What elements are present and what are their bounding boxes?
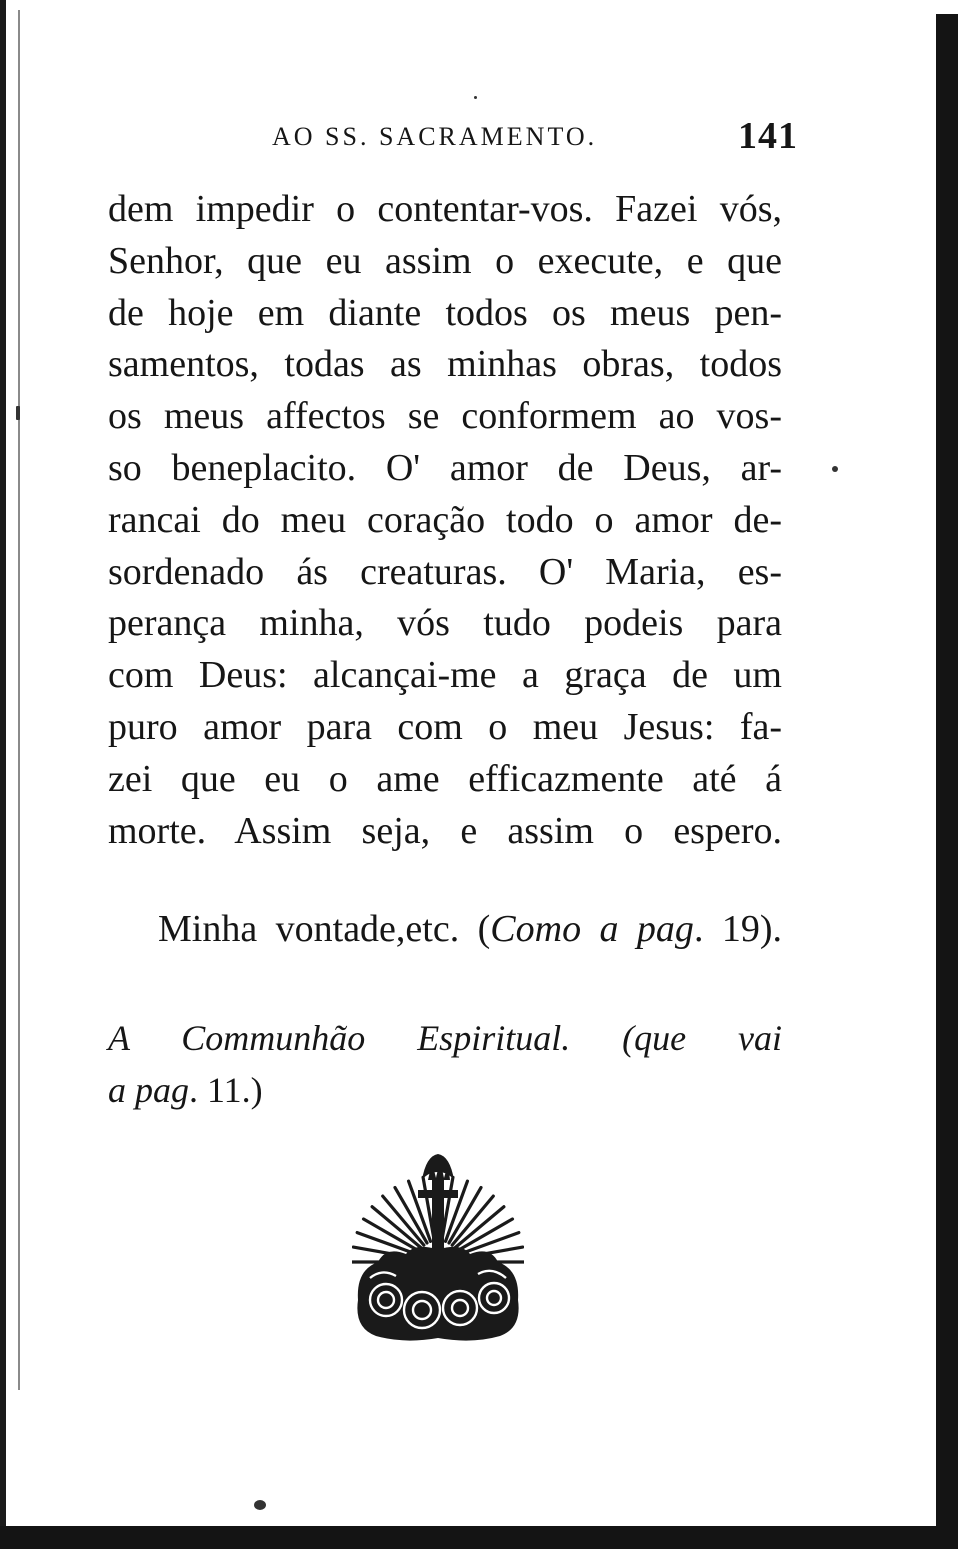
minha-italic: Como a pag bbox=[490, 908, 694, 950]
communhao-line-2 bbox=[108, 1064, 782, 1116]
running-head-title: AO SS. SACRAMENTO. bbox=[272, 122, 598, 151]
text-line: so beneplacito. O' amor de Deus, ar- bbox=[108, 446, 782, 489]
minha-vontade-line bbox=[158, 907, 782, 951]
communhao-line-2-italic: a pag bbox=[108, 1070, 189, 1110]
scan-border-bottom bbox=[0, 1526, 958, 1549]
text-line: puro amor para com o meu Jesus: fa- bbox=[108, 705, 782, 748]
text-line: rancai do meu coração todo o amor de- bbox=[108, 498, 782, 541]
minha-suffix: . 19). bbox=[693, 908, 783, 950]
text-line: com Deus: alcançai-me a graça de um bbox=[108, 654, 782, 697]
communhao-rubric bbox=[108, 1012, 782, 1116]
text-line: perança minha, vós tudo podeis para bbox=[108, 602, 782, 645]
running-head bbox=[272, 114, 798, 158]
scan-border-right bbox=[936, 14, 958, 1549]
body-paragraph bbox=[108, 184, 782, 857]
minha-prefix: Minha vontade,etc. ( bbox=[158, 908, 491, 950]
page-number: 141 bbox=[738, 115, 798, 157]
communhao-line-1: A Communhão Espiritual. (que vai bbox=[108, 1018, 782, 1058]
scan-speck bbox=[16, 406, 20, 420]
scan-speck bbox=[474, 96, 477, 99]
text-line: de hoje em diante todos os meus pen- bbox=[108, 291, 782, 334]
text-line: os meus affectos se conformem ao vos- bbox=[108, 395, 782, 438]
scan-speck bbox=[254, 1500, 266, 1510]
text-line: sordenado ás creaturas. O' Maria, es- bbox=[108, 550, 782, 593]
text-line: zei que eu o ame efficazmente até á bbox=[108, 757, 782, 800]
monstrance-ornament-icon bbox=[352, 1150, 524, 1342]
scan-border-left bbox=[0, 0, 6, 1530]
text-line: morte. Assim seja, e assim o espero. bbox=[108, 809, 782, 852]
text-line: samentos, todas as minhas obras, todos bbox=[108, 343, 782, 386]
scan-border-left-inner bbox=[18, 10, 20, 1390]
scan-speck bbox=[832, 466, 838, 472]
text-line: Senhor, que eu assim o execute, e que bbox=[108, 239, 782, 282]
communhao-line-2-upright: . 11.) bbox=[189, 1070, 263, 1110]
text-line: dem impedir o contentar-vos. Fazei vós, bbox=[108, 188, 782, 230]
